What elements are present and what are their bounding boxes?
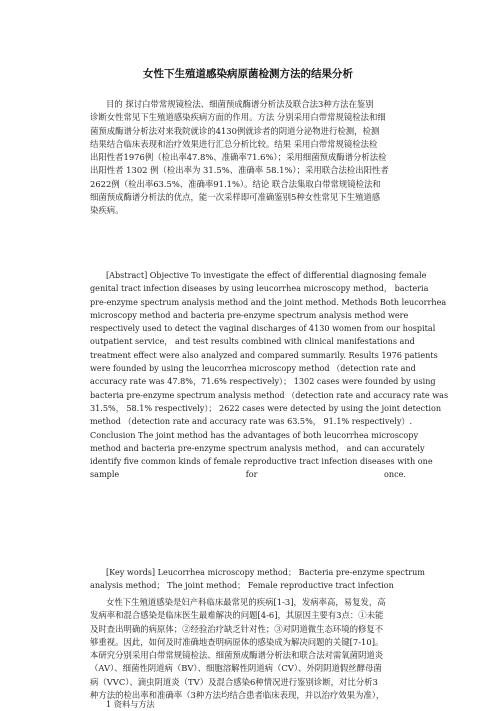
english-abstract-line: outpatient service， and test results combined with clinical manifestations and	[90, 336, 415, 347]
english-abstract	[90, 269, 449, 548]
english-abstract-line	[90, 508, 406, 521]
chinese-abstract	[90, 98, 406, 258]
english-abstract-line: method （detection rate and accuracy rate was 63.5%， 91.1% respectively）.	[90, 416, 413, 427]
introduction-line: 女性下生殖道感染是妇产科临床最常见的疾病[1-3]，发病率高，易复发，高	[106, 597, 386, 607]
english-abstract-line: sample for once.	[90, 469, 406, 480]
english-abstract-line	[90, 522, 406, 535]
keywords	[90, 566, 425, 593]
paper-title: 女性下生殖道感染病原菌检测方法的结果分析	[143, 68, 353, 80]
english-abstract-line: identify five common kinds of female reproductive tract infection diseases with one	[90, 456, 433, 467]
english-abstract-line: Conclusion The joint method has the advantages of both leucorrhea microscopy	[90, 429, 419, 440]
english-abstract-line: accuracy rate was 47.8%，71.6% respectively）； 1302 cases were founded by using	[90, 376, 436, 387]
chinese-abstract-line: 结果结合临床表现和治疗效果进行汇总分析比较。结果 采用白带常规镜检法检	[90, 138, 378, 149]
english-abstract-line: were founded by using the leucorrhea microscopy method （detection rate and	[90, 363, 416, 374]
english-abstract-line: respectively used to detect the vaginal discharges of 4130 women from our hospital	[90, 323, 436, 334]
chinese-abstract-line: 目的 探讨白带常规镜检法、细菌预成酶谱分析法及联合法3种方法在鉴别	[106, 99, 374, 109]
english-abstract-line: [Abstract] Objective To investigate the effect of differential diagnosing female	[106, 270, 427, 280]
chinese-abstract-line: 染疾病。	[90, 205, 124, 216]
chinese-abstract-line	[90, 218, 406, 231]
introduction	[90, 596, 406, 702]
english-abstract-line	[90, 482, 406, 495]
english-abstract-line: genital tract infection diseases by using leucorrhea microscopy method， bacteria	[90, 283, 429, 294]
section-heading-text: 1 资料与方法	[106, 699, 155, 709]
introduction-line: 种方法的检出率和准确率（3种方法均结合患者临床表现，并以治疗效果为准），	[90, 690, 385, 701]
english-abstract-line: bacteria pre-enzyme spectrum analysis method （detection rate and accuracy rate was	[90, 389, 449, 400]
chinese-abstract-line: 诊断女性常见下生殖道感染疾病方面的作用。方法 分别采用白带常规镜检法和细	[90, 112, 386, 123]
chinese-abstract-line: 菌预成酶谱分析法对来我院就诊的4130例就诊者的阴道分泌物进行检测，检测	[90, 125, 380, 136]
keywords-line: analysis method； The joint method； Female reproductive tract infection	[90, 580, 394, 591]
english-abstract-line: 31.5%， 58.1% respectively）； 2622 cases were detected by using the joint detection	[90, 402, 442, 413]
introduction-line: （AV）、细菌性阴道病（BV）、细胞溶解性阴道病（CV）、外阴阴道假丝酵母菌	[90, 663, 382, 674]
keywords-line: [Key words] Leucorrhea microscopy method； Bacteria pre-enzyme spectrum	[106, 567, 425, 577]
english-abstract-line	[90, 495, 406, 508]
introduction-line: 及时查出明确的病原体；②经验治疗缺乏针对性；③对阴道微生态环境的修复不	[90, 623, 384, 634]
english-abstract-line: method and bacteria pre-enzyme spectrum analysis method， and can accurately	[90, 442, 425, 453]
chinese-abstract-line	[90, 231, 406, 244]
introduction-line: 发病率和混合感染是临床医生最难解决的问题[4-6]，其原因主要有3点：①未能	[90, 610, 384, 621]
chinese-abstract-line	[90, 244, 406, 257]
english-abstract-line	[90, 535, 406, 548]
chinese-abstract-line: 出阳性者1976例（检出率47.8%、准确率71.6%）；采用细菌预成酶谱分析法检	[90, 152, 387, 163]
introduction-line: 本研究分别采用白带常规镜检法、细菌预成酶谱分析法和联合法对需氧菌阴道炎	[90, 650, 384, 661]
english-abstract-line: treatment effect were also analyzed and compared summarily. Results 1976 patients	[90, 349, 438, 360]
section-heading	[90, 698, 406, 711]
introduction-line: 病（VVC）、滴虫阴道炎（TV）及混合感染6种情况进行鉴别诊断，对比分析3	[90, 676, 378, 687]
chinese-abstract-line: 细菌预成酶谱分析法的优点，能一次采样即可准确鉴别5种女性常见下生殖道感	[90, 192, 381, 203]
chinese-abstract-line: 2622例（检出率63.5%、准确率91.1%）。结论 联合法集取白带常规镜检法和	[90, 178, 381, 189]
chinese-abstract-line: 出阳性者 1302 例（检出率为 31.5%、准确率 58.1%）；采用联合法检出阳性者	[90, 165, 389, 176]
english-abstract-line: pre-enzyme spectrum analysis method and the joint method. Methods Both leucorrhea	[90, 296, 447, 307]
introduction-line: 够重视。因此，如何及时准确地查明病原体的感染成为解决问题的关键[7-10]。	[90, 636, 384, 647]
english-abstract-line: microscopy method and bacteria pre-enzyme spectrum analysis method were	[90, 309, 409, 320]
